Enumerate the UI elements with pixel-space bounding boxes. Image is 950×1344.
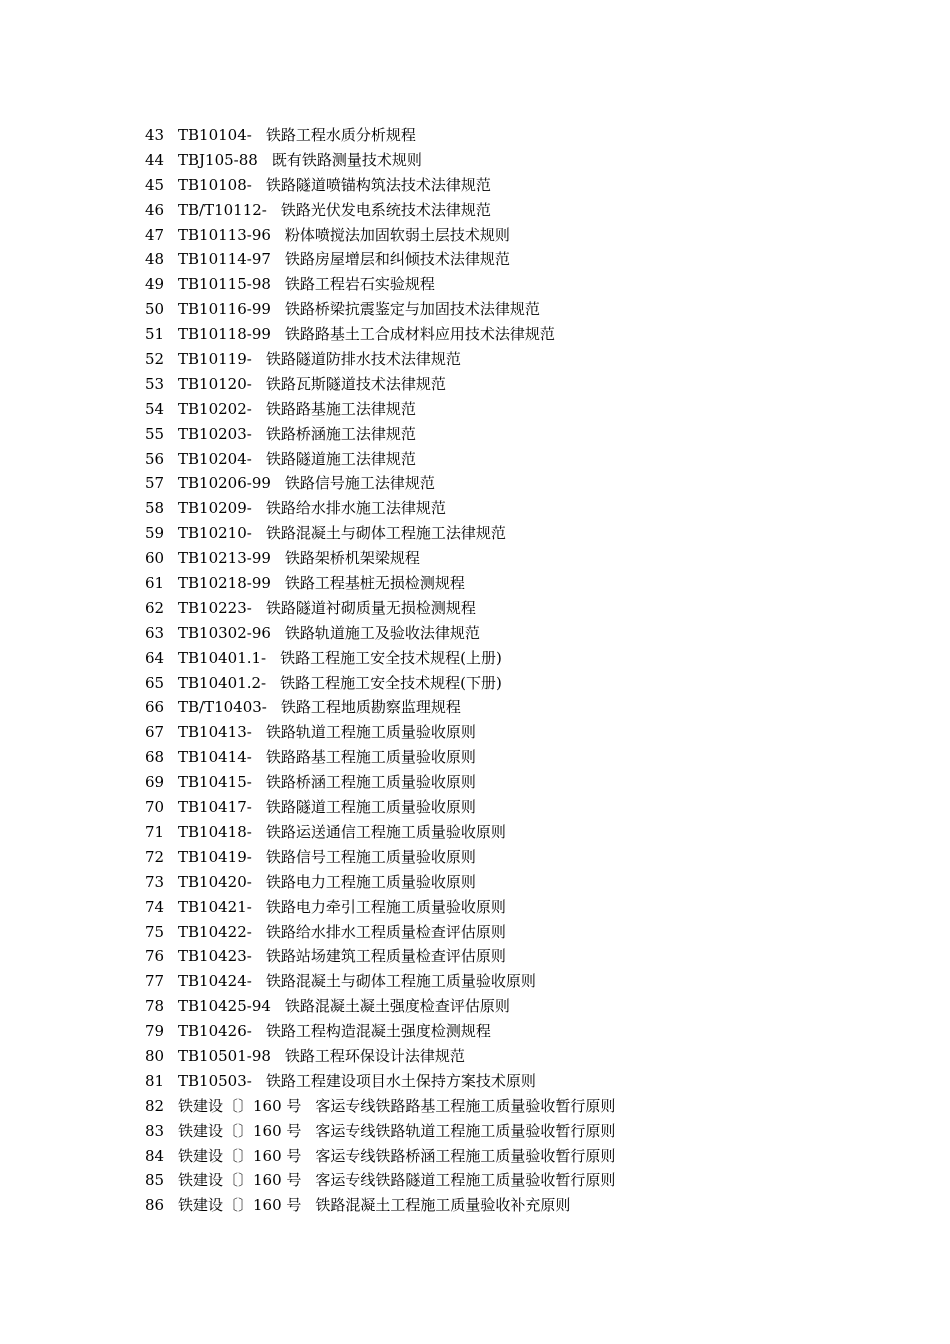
- standard-title: 铁路路基土工合成材料应用技术法律规范: [284, 325, 555, 344]
- standard-code: TB10204-: [178, 449, 252, 468]
- standard-code: TB10104-: [178, 126, 252, 144]
- standard-title: 铁路隧道喷锚构筑法技术法律规范: [265, 175, 491, 194]
- standard-code: TB10417-: [178, 798, 252, 817]
- standards-list: [145, 123, 615, 1218]
- list-item: [145, 944, 615, 969]
- list-item: [145, 994, 615, 1019]
- standard-title: 铁路工程施工安全技术规程(下册): [280, 673, 502, 692]
- standard-title: 客运专线铁路桥涵工程施工质量验收暂行原则: [315, 1146, 616, 1165]
- list-item: [145, 173, 615, 198]
- list-item: [145, 1193, 615, 1218]
- list-item: [145, 247, 615, 272]
- standard-code: TB10503-: [178, 1071, 252, 1090]
- list-item: [145, 845, 615, 870]
- list-item: [145, 695, 615, 720]
- standard-title: 铁路隧道工程施工质量验收原则: [265, 798, 476, 817]
- standard-code: TB10203-: [178, 424, 252, 443]
- standard-code: TB10206-99: [178, 474, 271, 493]
- standard-title: 铁路工程基桩无损检测规程: [284, 574, 465, 593]
- standard-title: 客运专线铁路轨道工程施工质量验收暂行原则: [315, 1121, 616, 1140]
- item-number: 53: [145, 374, 165, 393]
- item-number: 48: [145, 250, 165, 269]
- standard-code: TB10113-96: [178, 225, 271, 244]
- item-number: 69: [145, 773, 165, 792]
- standard-title: 客运专线铁路隧道工程施工质量验收暂行原则: [315, 1171, 616, 1190]
- standard-code: 铁建设〔〕160 号: [178, 1171, 302, 1190]
- list-item: [145, 969, 615, 994]
- item-number: 43: [145, 126, 165, 144]
- standard-code: TB10202-: [178, 399, 252, 418]
- standard-title: 铁路运送通信工程施工质量验收原则: [265, 822, 506, 841]
- standard-title: 铁路电力牵引工程施工质量验收原则: [265, 897, 506, 916]
- item-number: 49: [145, 275, 165, 294]
- item-number: 52: [145, 350, 165, 369]
- item-number: 58: [145, 499, 165, 518]
- standard-code: TB10114-97: [178, 250, 271, 269]
- item-number: 82: [145, 1096, 165, 1115]
- list-item: [145, 920, 615, 945]
- standard-code: TB10419-: [178, 847, 252, 866]
- standard-code: TB10119-: [178, 350, 252, 369]
- standard-title: 铁路工程施工安全技术规程(上册): [280, 648, 502, 667]
- standard-title: 铁路桥梁抗震鉴定与加固技术法律规范: [284, 300, 540, 319]
- item-number: 46: [145, 200, 165, 219]
- standard-title: 粉体喷搅法加固软弱土层技术规则: [284, 225, 510, 244]
- standard-title: 铁路工程构造混凝土强度检测规程: [265, 1022, 491, 1041]
- list-item: [145, 471, 615, 496]
- standard-title: 铁路房屋增层和纠倾技术法律规范: [284, 250, 510, 269]
- item-number: 59: [145, 524, 165, 543]
- standard-code: TB10118-99: [178, 325, 271, 344]
- list-item: [145, 720, 615, 745]
- standard-title: 铁路隧道防排水技术法律规范: [265, 350, 461, 369]
- standard-title: 铁路轨道施工及验收法律规范: [284, 623, 480, 642]
- standard-code: 铁建设〔〕160 号: [178, 1196, 302, 1215]
- list-item: [145, 596, 615, 621]
- standard-title: 铁路工程地质勘察监理规程: [280, 698, 461, 717]
- item-number: 63: [145, 623, 165, 642]
- list-item: [145, 123, 615, 148]
- standard-code: TB10423-: [178, 947, 252, 966]
- standard-title: 铁路路基施工法律规范: [265, 399, 416, 418]
- list-item: [145, 521, 615, 546]
- standard-title: 铁路隧道施工法律规范: [265, 449, 416, 468]
- item-number: 68: [145, 748, 165, 767]
- standard-title: 铁路站场建筑工程质量检查评估原则: [265, 947, 506, 966]
- item-number: 47: [145, 225, 165, 244]
- item-number: 86: [145, 1196, 165, 1215]
- list-item: [145, 770, 615, 795]
- item-number: 85: [145, 1171, 165, 1190]
- list-item: [145, 745, 615, 770]
- standard-code: 铁建设〔〕160 号: [178, 1146, 302, 1165]
- standard-title: 铁路混凝土与砌体工程施工质量验收原则: [265, 972, 536, 991]
- list-item: [145, 347, 615, 372]
- standard-title: 铁路混凝土工程施工质量验收补充原则: [315, 1196, 571, 1215]
- list-item: [145, 447, 615, 472]
- list-item: [145, 1044, 615, 1069]
- item-number: 75: [145, 922, 165, 941]
- item-number: 83: [145, 1121, 165, 1140]
- item-number: 57: [145, 474, 165, 493]
- standard-code: TB10414-: [178, 748, 252, 767]
- standard-title: 铁路信号工程施工质量验收原则: [265, 847, 476, 866]
- list-item: [145, 895, 615, 920]
- item-number: 45: [145, 175, 165, 194]
- item-number: 72: [145, 847, 165, 866]
- standard-code: TB10120-: [178, 374, 252, 393]
- standard-title: 铁路工程水质分析规程: [265, 126, 416, 144]
- item-number: 65: [145, 673, 165, 692]
- list-item: [145, 646, 615, 671]
- standard-code: TBJ105-88: [178, 150, 258, 169]
- list-item: [145, 820, 615, 845]
- item-number: 51: [145, 325, 165, 344]
- standard-title: 客运专线铁路路基工程施工质量验收暂行原则: [315, 1096, 616, 1115]
- standard-code: TB10413-: [178, 723, 252, 742]
- item-number: 64: [145, 648, 165, 667]
- item-number: 70: [145, 798, 165, 817]
- standard-code: TB10223-: [178, 598, 252, 617]
- list-item: [145, 223, 615, 248]
- standard-title: 铁路桥涵施工法律规范: [265, 424, 416, 443]
- item-number: 78: [145, 997, 165, 1016]
- list-item: [145, 1069, 615, 1094]
- item-number: 61: [145, 574, 165, 593]
- item-number: 55: [145, 424, 165, 443]
- standard-code: TB10209-: [178, 499, 252, 518]
- standard-code: TB/T10403-: [178, 698, 267, 717]
- list-item: [145, 870, 615, 895]
- list-item: [145, 1019, 615, 1044]
- standard-title: 铁路工程建设项目水土保持方案技术原则: [265, 1071, 536, 1090]
- list-item: [145, 372, 615, 397]
- standard-code: 铁建设〔〕160 号: [178, 1121, 302, 1140]
- item-number: 81: [145, 1071, 165, 1090]
- list-item: [145, 397, 615, 422]
- standard-title: 铁路混凝土凝土强度检查评估原则: [284, 997, 510, 1016]
- standard-title: 铁路工程环保设计法律规范: [284, 1046, 465, 1065]
- standard-code: 铁建设〔〕160 号: [178, 1096, 302, 1115]
- standard-code: TB10426-: [178, 1022, 252, 1041]
- standard-title: 铁路隧道衬砌质量无损检测规程: [265, 598, 476, 617]
- standard-title: 铁路工程岩石实验规程: [284, 275, 435, 294]
- item-number: 76: [145, 947, 165, 966]
- standard-code: TB10302-96: [178, 623, 271, 642]
- item-number: 54: [145, 399, 165, 418]
- item-number: 80: [145, 1046, 165, 1065]
- list-item: [145, 1168, 615, 1193]
- item-number: 44: [145, 150, 165, 169]
- item-number: 79: [145, 1022, 165, 1041]
- standard-title: 铁路给水排水工程质量检查评估原则: [265, 922, 506, 941]
- item-number: 50: [145, 300, 165, 319]
- standard-code: TB10420-: [178, 872, 252, 891]
- list-item: [145, 148, 615, 173]
- item-number: 60: [145, 549, 165, 568]
- standard-title: 铁路光伏发电系统技术法律规范: [280, 200, 491, 219]
- list-item: [145, 496, 615, 521]
- standard-code: TB10401.1-: [178, 648, 267, 667]
- standard-title: 铁路路基工程施工质量验收原则: [265, 748, 476, 767]
- item-number: 56: [145, 449, 165, 468]
- standard-code: TB/T10112-: [178, 200, 267, 219]
- list-item: [145, 621, 615, 646]
- list-item: [145, 795, 615, 820]
- list-item: [145, 297, 615, 322]
- list-item: [145, 1144, 615, 1169]
- standard-code: TB10213-99: [178, 549, 271, 568]
- standard-title: 铁路轨道工程施工质量验收原则: [265, 723, 476, 742]
- standard-title: 铁路信号施工法律规范: [284, 474, 435, 493]
- list-item: [145, 272, 615, 297]
- list-item: [145, 571, 615, 596]
- standard-code: TB10108-: [178, 175, 252, 194]
- item-number: 74: [145, 897, 165, 916]
- standard-title: 铁路瓦斯隧道技术法律规范: [265, 374, 446, 393]
- standard-code: TB10116-99: [178, 300, 271, 319]
- list-item: [145, 546, 615, 571]
- standard-code: TB10424-: [178, 972, 252, 991]
- standard-code: TB10425-94: [178, 997, 271, 1016]
- list-item: [145, 322, 615, 347]
- standard-code: TB10218-99: [178, 574, 271, 593]
- standard-title: 铁路给水排水施工法律规范: [265, 499, 446, 518]
- item-number: 73: [145, 872, 165, 891]
- standard-title: 铁路桥涵工程施工质量验收原则: [265, 773, 476, 792]
- list-item: [145, 422, 615, 447]
- standard-code: TB10401.2-: [178, 673, 267, 692]
- standard-title: 铁路混凝土与砌体工程施工法律规范: [265, 524, 506, 543]
- list-item: [145, 671, 615, 696]
- standard-code: TB10115-98: [178, 275, 271, 294]
- item-number: 71: [145, 822, 165, 841]
- standard-code: TB10501-98: [178, 1046, 271, 1065]
- item-number: 66: [145, 698, 165, 717]
- item-number: 67: [145, 723, 165, 742]
- item-number: 84: [145, 1146, 165, 1165]
- standard-code: TB10415-: [178, 773, 252, 792]
- standard-code: TB10421-: [178, 897, 252, 916]
- list-item: [145, 1119, 615, 1144]
- list-item: [145, 198, 615, 223]
- standard-code: TB10418-: [178, 822, 252, 841]
- standard-code: TB10422-: [178, 922, 252, 941]
- item-number: 77: [145, 972, 165, 991]
- list-item: [145, 1094, 615, 1119]
- standard-title: 铁路电力工程施工质量验收原则: [265, 872, 476, 891]
- standard-title: 既有铁路测量技术规则: [271, 150, 422, 169]
- item-number: 62: [145, 598, 165, 617]
- standard-title: 铁路架桥机架梁规程: [284, 549, 420, 568]
- standard-code: TB10210-: [178, 524, 252, 543]
